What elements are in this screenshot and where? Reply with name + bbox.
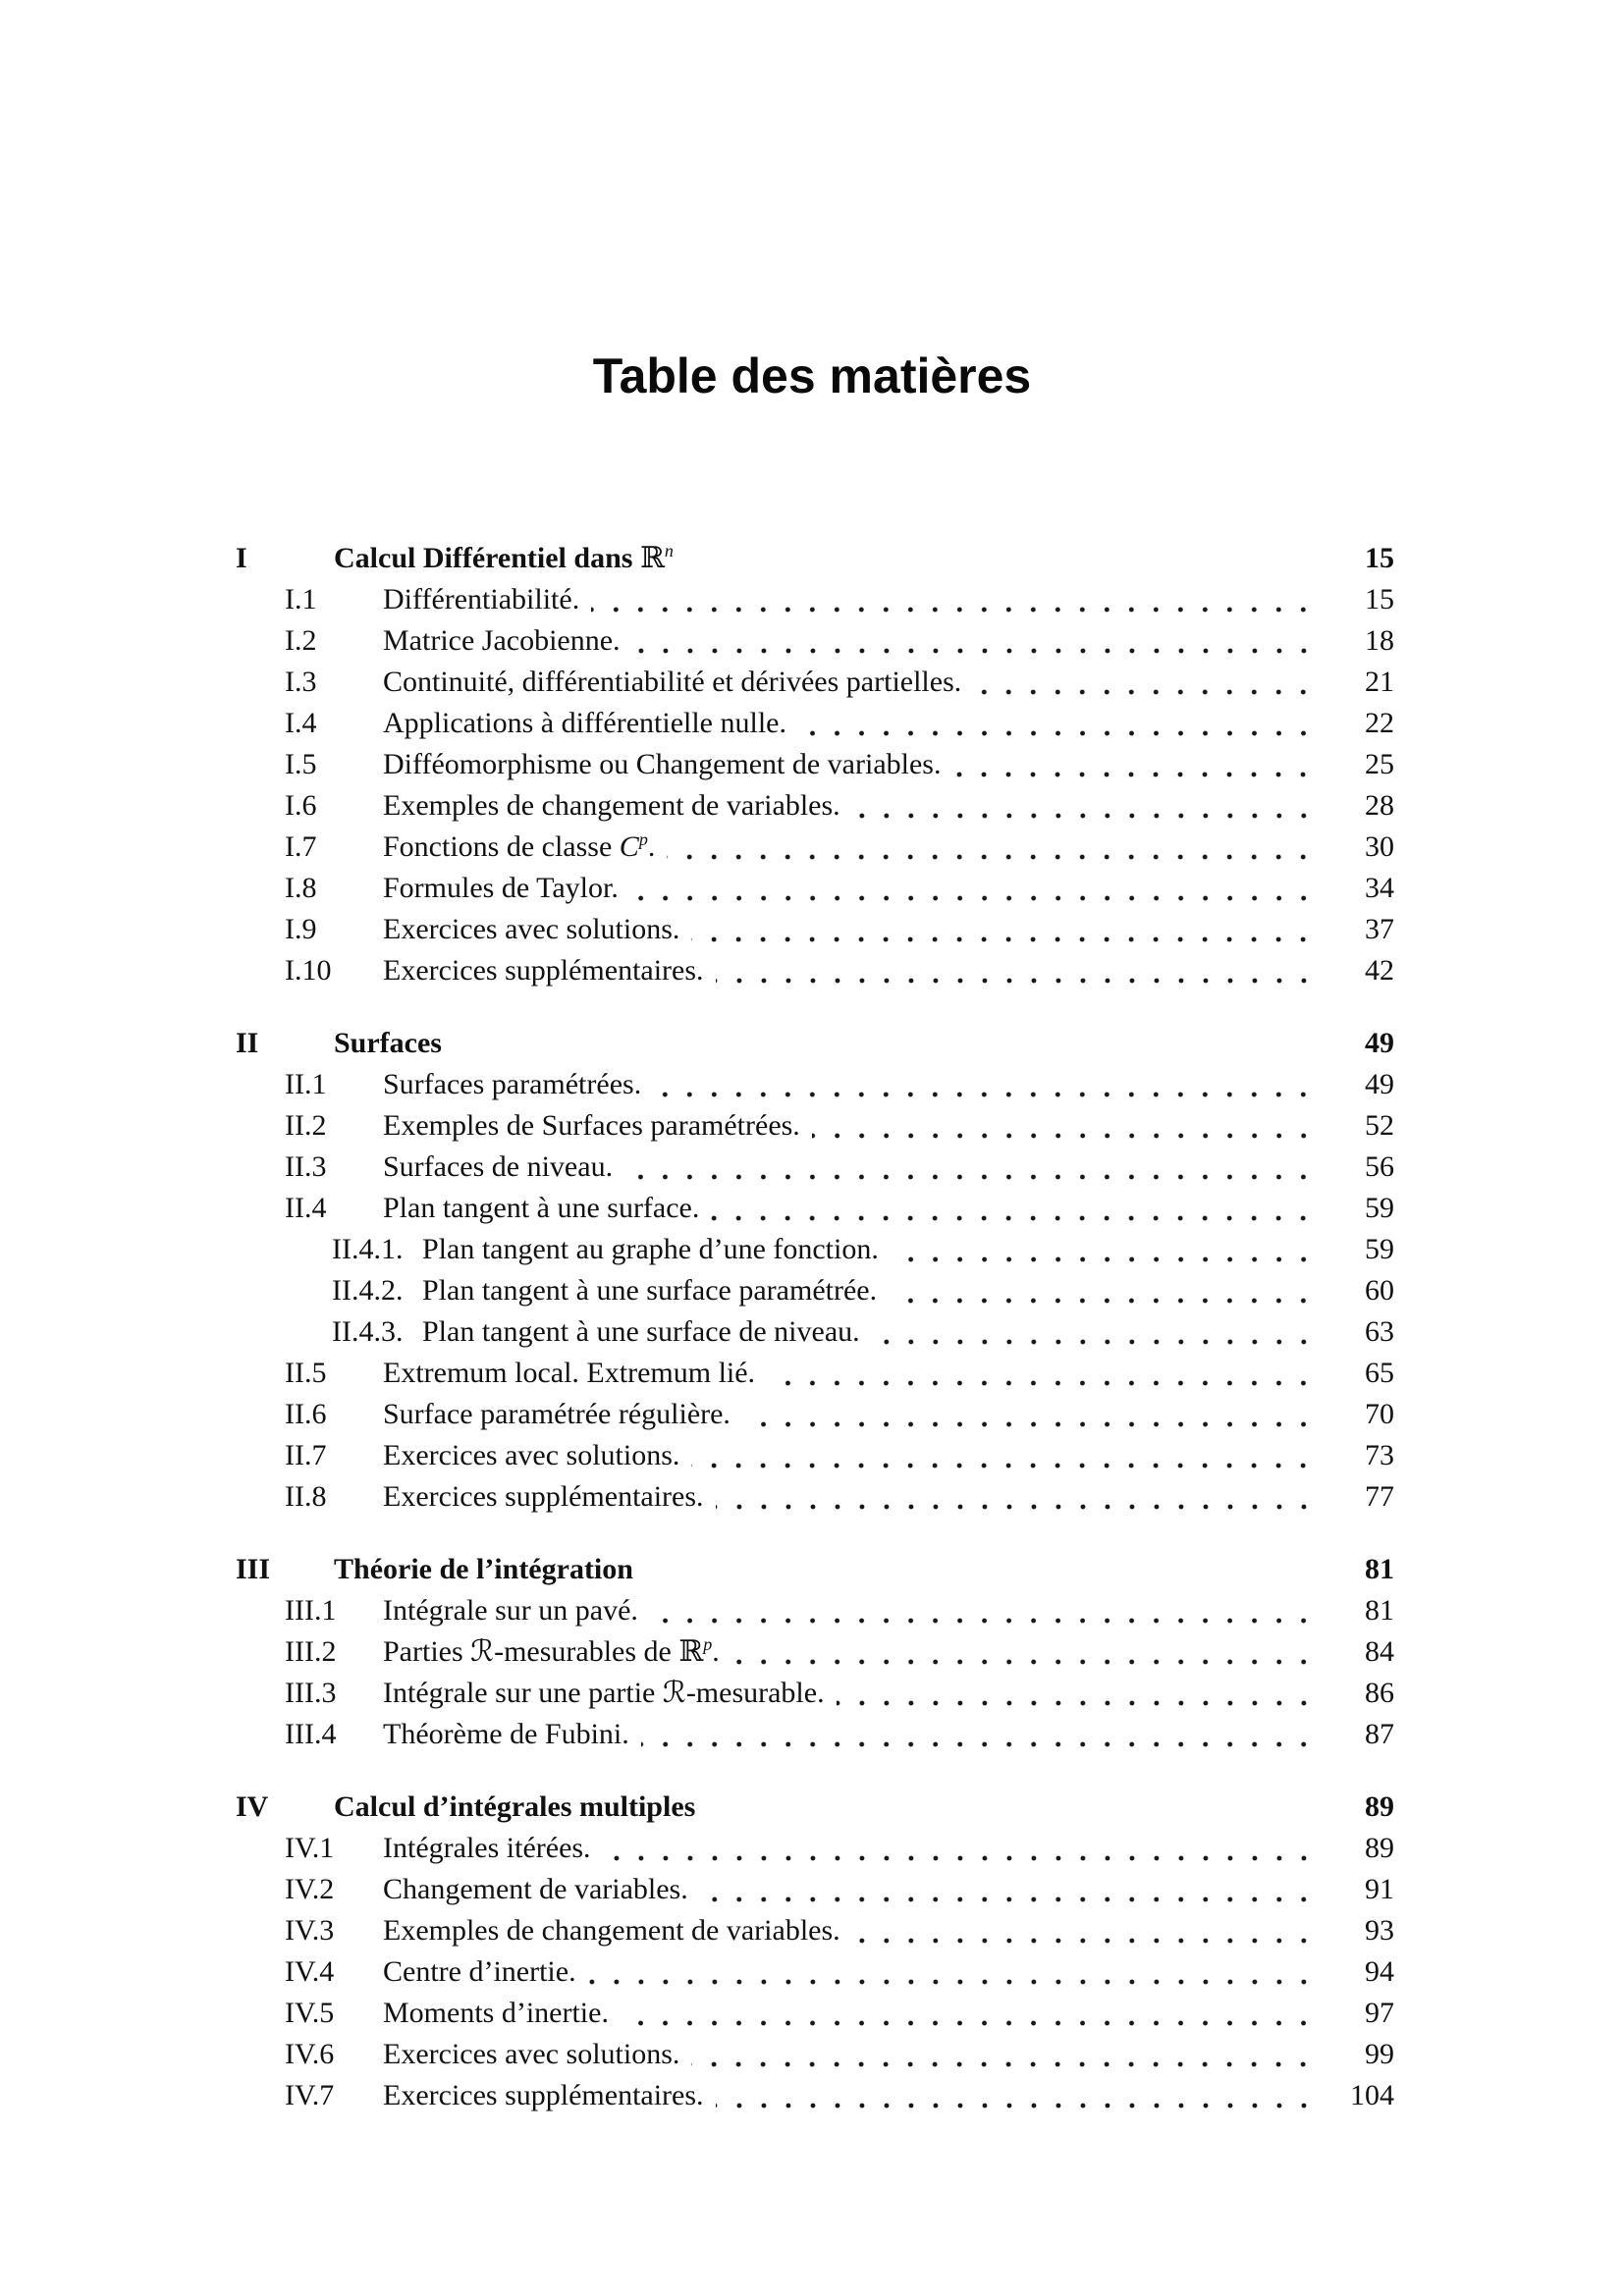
toc-chapter-2 — [236, 1023, 1394, 1518]
entry-number: IV.6 — [285, 2038, 335, 2070]
chapter-title: Théorie de l’intégration — [334, 1553, 633, 1585]
page-number: 73 — [1365, 1439, 1394, 1471]
page-number: 56 — [1365, 1150, 1394, 1183]
toc-entry — [236, 703, 1394, 744]
toc-entry — [236, 1064, 1394, 1105]
dot-leader — [798, 703, 1318, 744]
entry-number: I.3 — [285, 666, 317, 698]
entry-number: II.3 — [285, 1150, 327, 1183]
toc-chapter-4 — [236, 1787, 1394, 2116]
toc-entry — [236, 1673, 1394, 1714]
page-number: 77 — [1365, 1480, 1394, 1513]
page-number: 94 — [1365, 1955, 1394, 1988]
toc-entry — [236, 1188, 1394, 1229]
page-number: 60 — [1365, 1274, 1394, 1307]
entry-title: Fonctions de classe $C^p$. — [383, 829, 656, 863]
page-number: 18 — [1365, 624, 1394, 657]
chapter-number: IV — [236, 1790, 269, 1823]
page-number: 89 — [1365, 1790, 1394, 1823]
toc-entry — [236, 2034, 1394, 2075]
spacer — [442, 1023, 1331, 1064]
toc-entry — [236, 827, 1394, 868]
toc-chapter-heading — [236, 1787, 1394, 1828]
toc-entry — [236, 1993, 1394, 2034]
dot-leader — [653, 1064, 1318, 1105]
dot-leader — [603, 1828, 1318, 1869]
toc-entry — [236, 1951, 1394, 1993]
entry-number: I.5 — [285, 748, 317, 780]
toc-entry — [236, 1590, 1394, 1631]
page-number: 34 — [1365, 872, 1394, 904]
dot-leader — [716, 1476, 1318, 1518]
page-number: 37 — [1365, 913, 1394, 945]
page-number: 63 — [1365, 1315, 1394, 1348]
toc-entry — [236, 909, 1394, 950]
entry-number: I.2 — [285, 624, 317, 657]
dot-leader — [891, 1229, 1318, 1270]
entry-number: I.10 — [285, 954, 332, 987]
page-number: 65 — [1365, 1357, 1394, 1389]
entry-title: Centre d’inertie. — [383, 1955, 576, 1988]
entry-title: Exercices avec solutions. — [383, 913, 680, 945]
toc-chapter-1 — [236, 538, 1394, 991]
toc-entry — [236, 1105, 1394, 1147]
toc-entry — [236, 1353, 1394, 1394]
page-number: 52 — [1365, 1109, 1394, 1142]
entry-number: III.3 — [285, 1677, 337, 1709]
entry-title: Changement de variables. — [383, 1873, 688, 1905]
entry-number: IV.3 — [285, 1914, 335, 1947]
dot-leader — [641, 1714, 1318, 1755]
entry-title: Moments d’inertie. — [383, 1997, 609, 2029]
table-of-contents — [236, 538, 1394, 2116]
page-number: 42 — [1365, 954, 1394, 987]
entry-number: II.4.1. — [332, 1233, 404, 1265]
toc-entry — [236, 620, 1394, 662]
spacer — [695, 1787, 1331, 1828]
dot-leader — [742, 1394, 1318, 1435]
toc-entry — [236, 950, 1394, 991]
dot-leader — [852, 785, 1318, 827]
dot-leader — [837, 1673, 1318, 1714]
toc-subentry — [236, 1311, 1394, 1353]
dot-leader — [812, 1105, 1318, 1147]
entry-title: Théorème de Fubini. — [383, 1718, 629, 1750]
spacer — [633, 1549, 1331, 1590]
dot-leader — [691, 1435, 1318, 1476]
entry-number: IV.1 — [285, 1832, 335, 1864]
toc-entry — [236, 579, 1394, 620]
entry-title: Exemples de Surfaces paramétrées. — [383, 1109, 800, 1142]
entry-number: IV.2 — [285, 1873, 335, 1905]
page-number: 28 — [1365, 789, 1394, 822]
entry-number: I.9 — [285, 913, 317, 945]
toc-entry — [236, 1476, 1394, 1518]
page-number: 15 — [1365, 583, 1394, 615]
page-title: Table des matières — [592, 348, 1032, 403]
toc-entry — [236, 1631, 1394, 1673]
entry-title: Surfaces paramétrées. — [383, 1068, 642, 1100]
entry-title: Intégrale sur un pavé. — [383, 1594, 638, 1627]
toc-entry — [236, 1435, 1394, 1476]
entry-number: IV.5 — [285, 1997, 335, 2029]
page-number: 89 — [1365, 1832, 1394, 1864]
entry-number: I.4 — [285, 707, 317, 739]
dot-leader — [591, 579, 1318, 620]
page-number: 99 — [1365, 2038, 1394, 2070]
toc-entry — [236, 868, 1394, 909]
dot-leader — [621, 1993, 1318, 2034]
entry-title: Formules de Taylor. — [383, 872, 619, 904]
chapter-number: III — [236, 1553, 271, 1585]
page-number: 59 — [1365, 1192, 1394, 1224]
page-number: 86 — [1365, 1677, 1394, 1709]
chapter-number: I — [236, 542, 247, 574]
dot-leader — [624, 1147, 1318, 1188]
page-number: 84 — [1365, 1635, 1394, 1668]
chapter-title: Calcul Différentiel dans ℝ$^n$ — [334, 541, 674, 574]
page-number: 22 — [1365, 707, 1394, 739]
page-number: 30 — [1365, 830, 1394, 863]
page-number: 49 — [1365, 1027, 1394, 1059]
page-number: 70 — [1365, 1398, 1394, 1430]
chapter-number: II — [236, 1027, 259, 1059]
dot-leader — [872, 1311, 1318, 1353]
entry-number: II.7 — [285, 1439, 327, 1471]
page-number: 81 — [1365, 1553, 1394, 1585]
entry-title: Exemples de changement de variables. — [383, 789, 840, 822]
entry-number: III.4 — [285, 1718, 337, 1750]
page-number: 25 — [1365, 748, 1394, 780]
dot-leader — [667, 827, 1318, 868]
entry-number: IV.4 — [285, 1955, 335, 1988]
toc-subentry — [236, 1270, 1394, 1311]
entry-number: I.7 — [285, 830, 317, 863]
dot-leader — [852, 1910, 1318, 1951]
toc-entry — [236, 1869, 1394, 1910]
entry-title: Parties ℛ-mesurables de ℝ$^p$. — [383, 1634, 720, 1668]
entry-number: I.8 — [285, 872, 317, 904]
entry-title: Intégrale sur une partie ℛ-mesurable. — [383, 1677, 825, 1709]
dot-leader — [588, 1951, 1318, 1993]
toc-entry — [236, 1147, 1394, 1188]
dot-leader — [767, 1353, 1318, 1394]
toc-chapter-3 — [236, 1549, 1394, 1755]
page-number: 15 — [1365, 542, 1394, 574]
entry-number: II.4 — [285, 1192, 327, 1224]
page-number: 87 — [1365, 1718, 1394, 1750]
page-number: 97 — [1365, 1997, 1394, 2029]
entry-title: Difféomorphisme ou Changement de variables. — [383, 748, 942, 780]
chapter-title: Surfaces — [334, 1027, 442, 1059]
toc-entry — [236, 2075, 1394, 2116]
entry-title: Extremum local. Extremum lié. — [383, 1357, 756, 1389]
toc-entry — [236, 744, 1394, 785]
dot-leader — [650, 1590, 1318, 1631]
dot-leader — [632, 620, 1318, 662]
entry-title: Surfaces de niveau. — [383, 1150, 614, 1183]
toc-entry — [236, 1828, 1394, 1869]
toc-chapter-heading — [236, 1549, 1394, 1590]
entry-number: II.1 — [285, 1068, 327, 1100]
dot-leader — [691, 2034, 1318, 2075]
toc-entry — [236, 1714, 1394, 1755]
dot-leader — [691, 909, 1318, 950]
dot-leader — [889, 1270, 1318, 1311]
entry-title: Exercices supplémentaires. — [383, 1480, 704, 1513]
chapter-title: Calcul d’intégrales multiples — [334, 1790, 696, 1823]
page-number: 81 — [1365, 1594, 1394, 1627]
entry-title: Exercices avec solutions. — [383, 1439, 680, 1471]
dot-leader — [716, 2075, 1318, 2116]
toc-entry — [236, 662, 1394, 703]
entry-number: III.1 — [285, 1594, 337, 1627]
entry-number: II.6 — [285, 1398, 327, 1430]
entry-number: II.2 — [285, 1109, 327, 1142]
dot-leader — [952, 744, 1318, 785]
spacer — [674, 538, 1331, 579]
entry-number: II.4.2. — [332, 1274, 404, 1307]
toc-subentry — [236, 1229, 1394, 1270]
entry-title: Plan tangent à une surface. — [383, 1192, 700, 1224]
toc-entry — [236, 785, 1394, 827]
dot-leader — [630, 868, 1318, 909]
entry-title: Plan tangent au graphe d’une fonction. — [422, 1233, 879, 1265]
entry-number: III.2 — [285, 1635, 337, 1668]
toc-chapter-heading — [236, 538, 1394, 579]
page-number: 93 — [1365, 1914, 1394, 1947]
entry-title: Différentiabilité. — [383, 583, 580, 615]
entry-title: Exercices supplémentaires. — [383, 2079, 704, 2111]
entry-title: Applications à différentielle nulle. — [383, 707, 786, 739]
dot-leader — [716, 950, 1318, 991]
toc-entry — [236, 1394, 1394, 1435]
toc-entry — [236, 1910, 1394, 1951]
toc-chapter-heading — [236, 1023, 1394, 1064]
entry-title: Matrice Jacobienne. — [383, 624, 621, 657]
page-number: 49 — [1365, 1068, 1394, 1100]
entry-number: I.1 — [285, 583, 317, 615]
page-number: 21 — [1365, 666, 1394, 698]
entry-title: Exercices avec solutions. — [383, 2038, 680, 2070]
entry-title: Surface paramétrée régulière. — [383, 1398, 731, 1430]
page-number: 104 — [1350, 2079, 1394, 2111]
entry-number: II.4.3. — [332, 1315, 404, 1348]
page-number: 91 — [1365, 1873, 1394, 1905]
entry-number: I.6 — [285, 789, 317, 822]
entry-title: Plan tangent à une surface paramétrée. — [422, 1274, 878, 1307]
entry-number: IV.7 — [285, 2079, 335, 2111]
entry-title: Exemples de changement de variables. — [383, 1914, 840, 1947]
dot-leader — [973, 662, 1318, 703]
entry-title: Continuité, différentiabilité et dérivées partielles. — [383, 666, 962, 698]
dot-leader — [711, 1188, 1318, 1229]
dot-leader — [731, 1631, 1318, 1673]
entry-title: Intégrales itérées. — [383, 1832, 591, 1864]
page-number: 59 — [1365, 1233, 1394, 1265]
entry-number: II.5 — [285, 1357, 327, 1389]
dot-leader — [700, 1869, 1318, 1910]
entry-number: II.8 — [285, 1480, 327, 1513]
entry-title: Exercices supplémentaires. — [383, 954, 704, 987]
entry-title: Plan tangent à une surface de niveau. — [422, 1315, 860, 1348]
